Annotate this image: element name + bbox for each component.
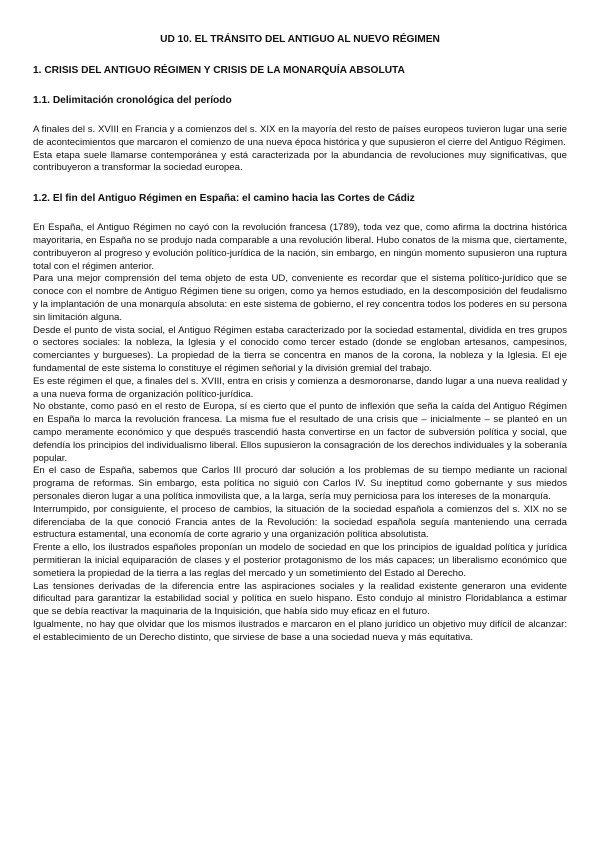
subsection-1-2-body	[33, 222, 567, 644]
paragraph: Frente a ello, los ilustrados españoles proponían un modelo de sociedad en que los principios de igualdad política y jurídica permitieran la inicial equiparación de clases y el posterior protagonismo de los más capaces; un liberalismo económico que sometiera la propiedad de la tierra a las reglas del mercado y un sometimiento del Estado al Derecho.	[33, 542, 567, 579]
document-page	[33, 33, 567, 644]
paragraph: A finales del s. XVIII en Francia y a comienzos del s. XIX en la mayoría del resto de países europeos tuvieron lugar una serie de acontecimientos que marcaron el comienzo de una nueva época histórica y que supusieron el cierre del Antiguo Régimen.	[33, 124, 567, 148]
section-1-heading: 1. CRISIS DEL ANTIGUO RÉGIMEN Y CRISIS DE LA MONARQUÍA ABSOLUTA	[33, 65, 405, 76]
subsection-1-1-body	[33, 124, 567, 175]
document-title: UD 10. EL TRÁNSITO DEL ANTIGUO AL NUEVO RÉGIMEN	[160, 34, 440, 45]
paragraph: Desde el punto de vista social, el Antiguo Régimen estaba caracterizado por la sociedad estamental, dividida en tres grupos o sectores sociales: la nobleza, la Iglesia y el conocido como tercer estado (donde se engloban artesanos, campesinos, comerciantes y burgueses). La propiedad de la tierra se concentra en manos de la corona, la nobleza y la Iglesia. El eje fundamental de este sistema lo constituye el régimen señorial y la división gremial del trabajo.	[33, 324, 567, 374]
paragraph: No obstante, como pasó en el resto de Europa, sí es cierto que el punto de inflexión que seña la caída del Antiguo Régimen en España lo marca la revolución francesa. La misma fue el resultado de una crisis que – inicialmente – se planteó en un campo meramente económico y que después trascendió hasta convertirse en un factor de subversión política y social, que defendía los principios del individualismo liberal. Ellos supusieron la consagración de los derechos individuales y la soberanía popular.	[33, 401, 567, 464]
paragraph: Es este régimen el que, a finales del s. XVIII, entra en crisis y comienza a desmoronarse, dando lugar a una nueva realidad y a una nueva forma de organización político-jurídica.	[33, 375, 567, 400]
paragraph: En el caso de España, sabemos que Carlos III procuró dar solución a los problemas de su tiempo mediante un racional programa de reformas. Sin embargo, esta política no siguió con Carlos IV. Su ineptitud como gobernante y sus miedos personales dieron lugar a una política inmovilista que, a la larga, sería muy perniciosa para los intereses de la monarquía.	[33, 465, 567, 502]
subsection-1-1-heading: 1.1. Delimitación cronológica del período	[33, 95, 232, 106]
paragraph: En España, el Antiguo Régimen no cayó con la revolución francesa (1789), toda vez que, como afirma la doctrina histórica mayoritaria, en España no se produjo nada comparable a una revolución liberal. Hubo conatos de la misma que, ciertamente, contribuyeron al progreso y evolución político-jurídica de la nación, sin embargo, en ningún momento supusieron una ruptura total con el régimen anterior.	[33, 222, 567, 272]
paragraph: Las tensiones derivadas de la diferencia entre las aspiraciones sociales y la realidad existente generaron una evidente dificultad para garantizar la estabilidad social y política en suelo hispano. Esto condujo al ministro Floridablanca a estimar que se debía reactivar la maquinaria de la Inquisición, que había sido muy eficaz en el futuro.	[33, 580, 567, 618]
paragraph: Para una mejor comprensión del tema objeto de esta UD, conveniente es recordar que el sistema político-jurídico que se conoce con el nombre de Antiguo Régimen tiene su origen, como ya hemos estudiado, en la descomposición del feudalismo y la implantación de una monarquía absoluta: en este sistema de gobierno, el rey concentra todos los poderes en su persona sin limitación alguna.	[33, 273, 567, 323]
paragraph: Esta etapa suele llamarse contemporánea y está caracterizada por la abundancia de revoluciones muy significativas, que contribuyeron a transformar la sociedad europea.	[33, 149, 567, 174]
subsection-1-2-heading: 1.2. El fin del Antiguo Régimen en España: el camino hacia las Cortes de Cádiz	[33, 193, 415, 205]
paragraph: Igualmente, no hay que olvidar que los mismos ilustrados e marcaron en el plano jurídico un objetivo muy difícil de alcanzar: el establecimiento de un Derecho distinto, que sirviese de base a una sociedad nueva y más equitativa.	[33, 618, 567, 643]
paragraph: Interrumpido, por consiguiente, el proceso de cambios, la situación de la sociedad española a comienzos del s. XIX no se diferenciaba de la que conoció Francia antes de la Revolución: la sociedad española seguía manteniendo una cerrada estructura estamental, una economía de corte agrario y una organización política absolutista.	[33, 503, 567, 541]
